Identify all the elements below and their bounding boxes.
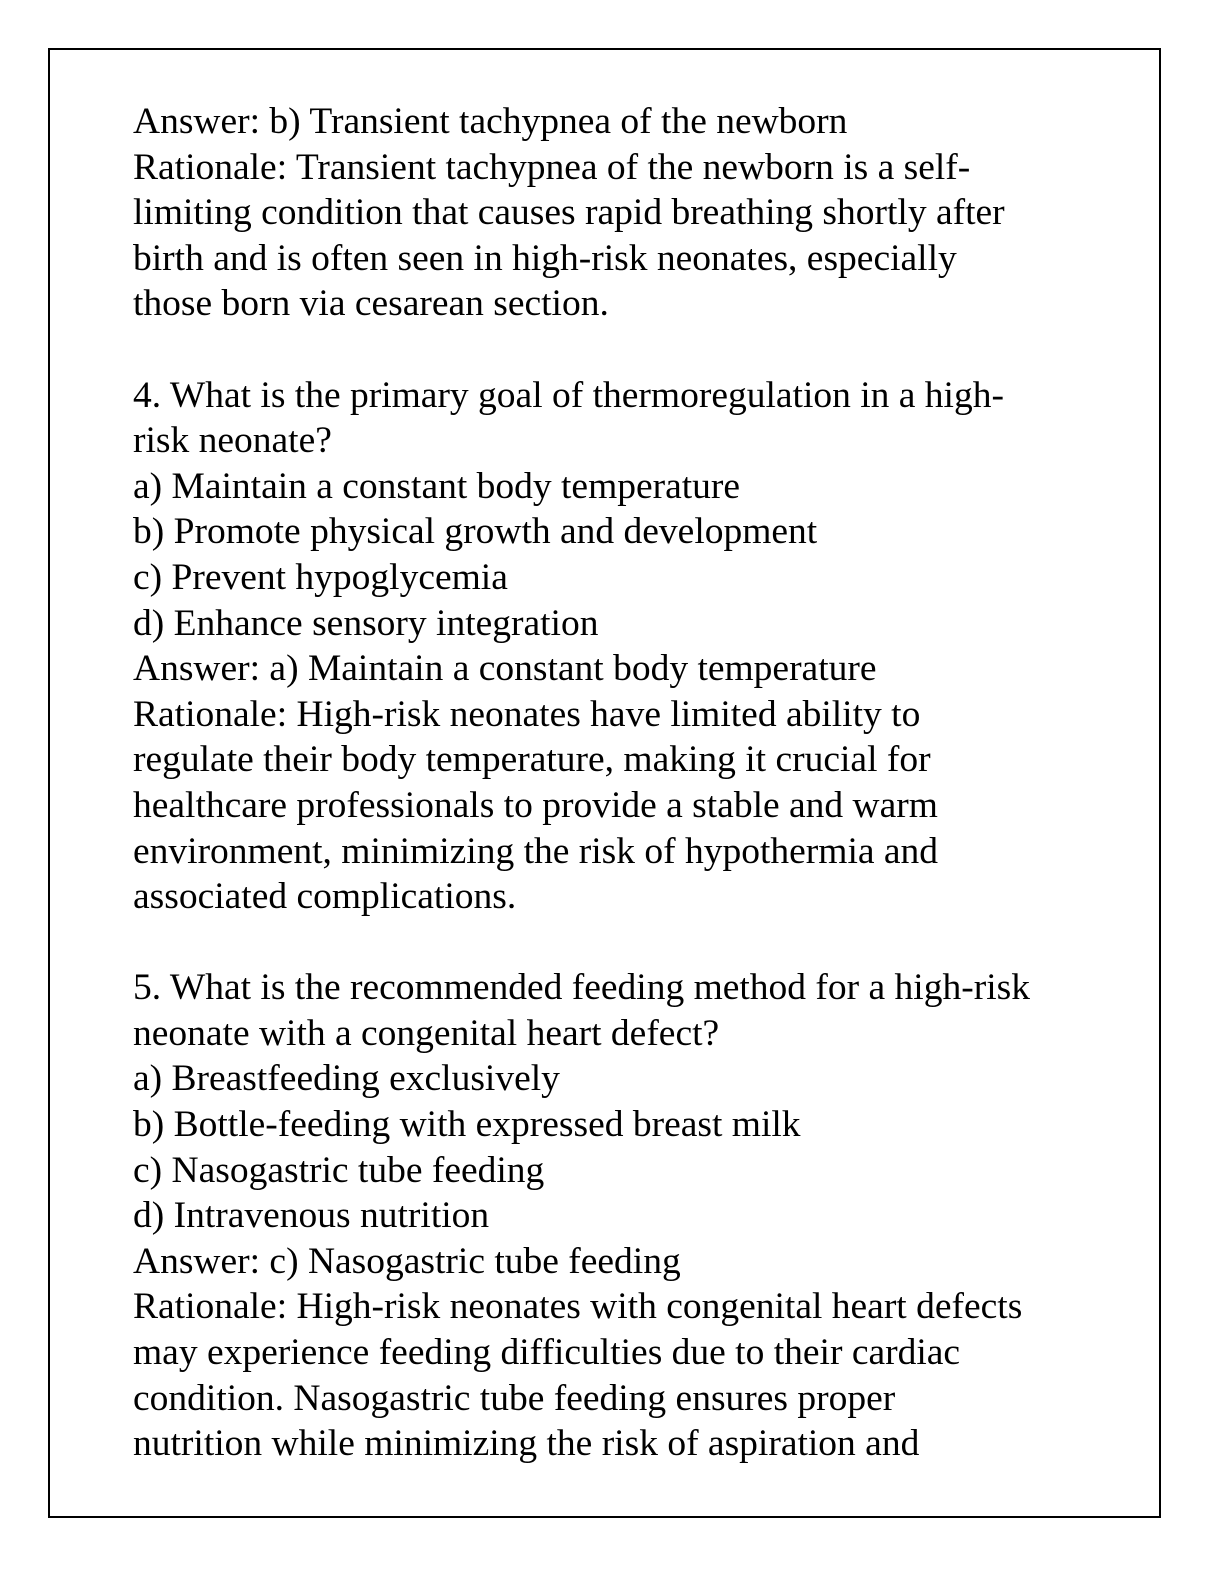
- option-d: d) Enhance sensory integration: [133, 602, 599, 644]
- document-body: [133, 99, 1103, 1467]
- rationale-line: birth and is often seen in high-risk neonates, especially: [133, 237, 957, 279]
- rationale-line: environment, minimizing the risk of hypothermia and: [133, 830, 939, 872]
- question-text: risk neonate?: [133, 420, 332, 462]
- rationale-line: nutrition while minimizing the risk of aspiration and: [133, 1423, 920, 1465]
- rationale-line: may experience feeding difficulties due to their cardiac: [133, 1332, 961, 1374]
- paragraph-gap: [133, 920, 1103, 966]
- rationale-line: Rationale: High-risk neonates have limited ability to: [133, 693, 921, 735]
- option-c: c) Nasogastric tube feeding: [133, 1149, 545, 1191]
- question-text: 4. What is the primary goal of thermoregulation in a high-: [133, 374, 1004, 416]
- option-a: a) Breastfeeding exclusively: [133, 1058, 560, 1100]
- option-c: c) Prevent hypoglycemia: [133, 556, 508, 598]
- question-5-block: [133, 965, 1103, 1467]
- answer-text: Answer: a) Maintain a constant body temperature: [133, 648, 877, 690]
- option-b: b) Promote physical growth and development: [133, 511, 818, 553]
- answer-text: Answer: b) Transient tachypnea of the newborn: [133, 101, 848, 142]
- option-a: a) Maintain a constant body temperature: [133, 465, 741, 507]
- paragraph-gap: [133, 327, 1103, 373]
- rationale-line: regulate their body temperature, making it crucial for: [133, 739, 931, 781]
- rationale-line: healthcare professionals to provide a stable and warm: [133, 784, 938, 826]
- rationale-line: Rationale: Transient tachypnea of the newborn is a self-: [133, 146, 971, 188]
- rationale-line: condition. Nasogastric tube feeding ensures proper: [133, 1377, 896, 1419]
- option-d: d) Intravenous nutrition: [133, 1195, 490, 1237]
- rationale-line: those born via cesarean section.: [133, 283, 609, 325]
- question-text: 5. What is the recommended feeding method for a high-risk: [133, 967, 1030, 1009]
- option-b: b) Bottle-feeding with expressed breast milk: [133, 1104, 801, 1146]
- question-3-answer-block: [133, 99, 1103, 327]
- rationale-line: Rationale: High-risk neonates with congenital heart defects: [133, 1286, 1023, 1328]
- answer-text: Answer: c) Nasogastric tube feeding: [133, 1240, 681, 1282]
- question-4-block: [133, 373, 1103, 920]
- question-text: neonate with a congenital heart defect?: [133, 1012, 720, 1054]
- rationale-line: associated complications.: [133, 876, 517, 918]
- rationale-line: limiting condition that causes rapid breathing shortly after: [133, 192, 1005, 234]
